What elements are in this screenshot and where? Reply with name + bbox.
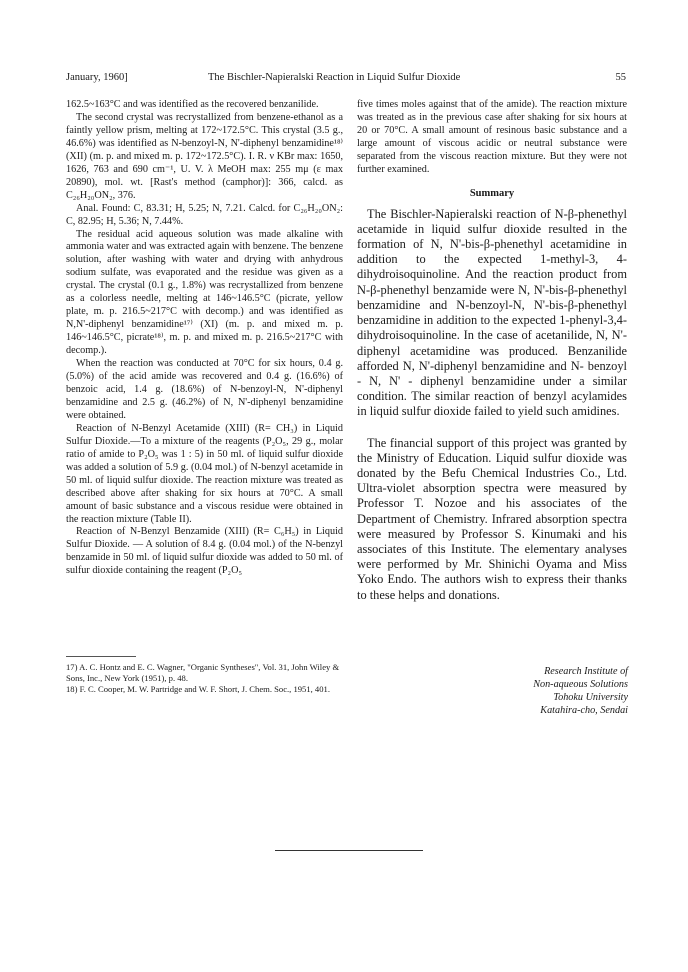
running-title: The Bischler-Napieralski Reaction in Liquid Sulfur Dioxide <box>208 72 461 83</box>
summary-text: The Bischler-Napieralski reaction of N-β-phenethyl acetamide in liquid sulfur dioxide resulted in the formation of N, N'-bis-β-phenethyl acetamidine in addition to the expected 1-methyl-3, 4-dihydroisoquinoline. And the reaction product from N-β-phenethyl benzamide were N, N'-bis-β-phenethyl benzamidine and N-benzoyl-N, N'-bis-β-phenethyl benzamidine in addition to the expected 1-phenyl-3,4-dihydroisoquinoline. In the case of acetanilide, N, N'-diphenyl acetamidine was produced. Benzanilide afforded N, N'-diphenyl benzamidine and N- benzoyl - N, N' - diphenyl benzamidine under a similar condition. The similar reaction of benzyl acylamides in liquid sulfur dioxide failed to yield such amidines. <box>357 206 627 419</box>
paragraph: The residual acid aqueous solution was made alkaline with ammonia water and was extracted again with benzene. The benzene solution, after washing with water and drying with anhydrous sodium sulfate, was evaporated and the residue was given as a crystal. The crystal (0.1 g., 1.8%) was recrystallized from benzene as a colorless needle, melting at 146~146.5°C (picrate, yellow plate, m. p. 216.5~217°C with decomp.) and was identified as N,N'-diphenyl benzamidine¹⁷⁾ (XI) (m. p. and mixed m. p. 146~146.5°C, picrate¹⁸⁾, m. p. and mixed m. p. 216.5~217°C with decomp.). <box>66 228 343 357</box>
paragraph: Reaction of N-Benzyl Benzamide (XIII) (R= C₆H₅) in Liquid Sulfur Dioxide. — A solution of 8.4 g. (0.04 mol.) of the N-benzyl benzamide in 50 ml. of liquid sulfur dioxide was added to 50 ml. of sulfur dioxide containing the reagent (P₂O₅ <box>66 526 343 577</box>
footnotes <box>66 662 343 695</box>
footnote: 17) A. C. Hontz and E. C. Wagner, "Organic Syntheses", Vol. 31, John Wiley & Sons, Inc., New York (1951), p. 48. <box>66 662 340 683</box>
paragraph: The second crystal was recrystallized from benzene-ethanol as a faintly yellow prism, melting at 172~172.5°C. This crystal (3.5 g., 46.6%) was identified as N-benzoyl-N, N'-diphenyl benzamidine¹⁸⁾ (XII) (m. p. and mixed m. p. 172~172.5°C). I. R. ν KBr max: 1650, 1626, 763 and 690 cm⁻¹, U. V. λ MeOH max: 255 mμ (ε max 20890), mol. wt. [Rast's method (camphor)]: 366, calcd. as C₂₆H₂₀ON₂, 376. <box>66 111 343 201</box>
journal-date: January, 1960] <box>66 72 128 83</box>
left-column <box>66 99 343 578</box>
footnote-rule <box>66 656 136 657</box>
paragraph: 162.5~163°C and was identified as the recovered benzanilide. <box>66 99 319 110</box>
paragraph: five times moles against that of the amide). The reaction mixture was treated as in the previous case after shaking for six hours at 20 or 70°C. A small amount of resinous basic substance and a large amount of viscous acidic or neutral substance were separated from the viscous reaction mixture. But they were not further examined. <box>357 99 627 175</box>
paragraph: Reaction of N-Benzyl Acetamide (XIII) (R= CH₃) in Liquid Sulfur Dioxide.—To a mixture of the reagents (P₂O₅, 29 g., molar ratio of amide to P₂O₅ was 1 : 5) in 50 ml. of liquid sulfur dioxide was added a solution of 5.9 g. (0.04 mol.) of N-benzyl acetamide in 50 ml. of liquid sulfur dioxide. The reaction mixture was treated as described above after shaking for six hours at 70°C. A small amount of basic substance and a viscous residue were obtained in the reaction mixture (Table II). <box>66 422 343 525</box>
paragraph: When the reaction was conducted at 70°C for six hours, 0.4 g. (5.0%) of the acid amide was recovered and 0.4 g. (16.6%) of benzoic acid, 1.4 g. (18.6%) of N-benzoyl-N, N'-diphenyl benzamidine and 2.5 g. (46.2%) of N, N'-diphenyl benzamidine were obtained. <box>66 358 343 421</box>
affiliation-line: Tohoku University <box>553 692 628 703</box>
end-rule <box>275 850 423 851</box>
right-column <box>357 99 627 603</box>
affiliation-line: Research Institute of <box>544 666 628 677</box>
analysis-paragraph: Anal. Found: C, 83.31; H, 5.25; N, 7.21. Calcd. for C₂₆H₂₀ON₂: C, 82.95; H, 5.36; N, 7.44%. <box>66 202 343 227</box>
affiliation <box>430 665 628 717</box>
footnote: 18) F. C. Cooper, M. W. Partridge and W. F. Short, J. Chem. Soc., 1951, 401. <box>66 684 330 694</box>
acknowledgment-text: The financial support of this project was granted by the Ministry of Education. Liquid sulfur dioxide was donated by the Befu Chemical Industries Co., Ltd. Ultra-violet absorption spectra were measured by Professor T. Nozoe and his associates of the Department of Chemistry. Infrared absorption spectra were measured by Professor S. Kinumaki and his associates of this Institute. The elementary analyses were performed by Mr. Shinichi Oyama and Miss Yoko Endo. The authors wish to express their thanks to these helps and donations. <box>357 435 627 602</box>
page-number: 55 <box>615 72 626 83</box>
affiliation-line: Non-aqueous Solutions <box>533 679 628 690</box>
summary-heading: Summary <box>469 187 515 199</box>
affiliation-line: Katahira-cho, Sendai <box>540 705 628 716</box>
page-header <box>66 72 626 88</box>
